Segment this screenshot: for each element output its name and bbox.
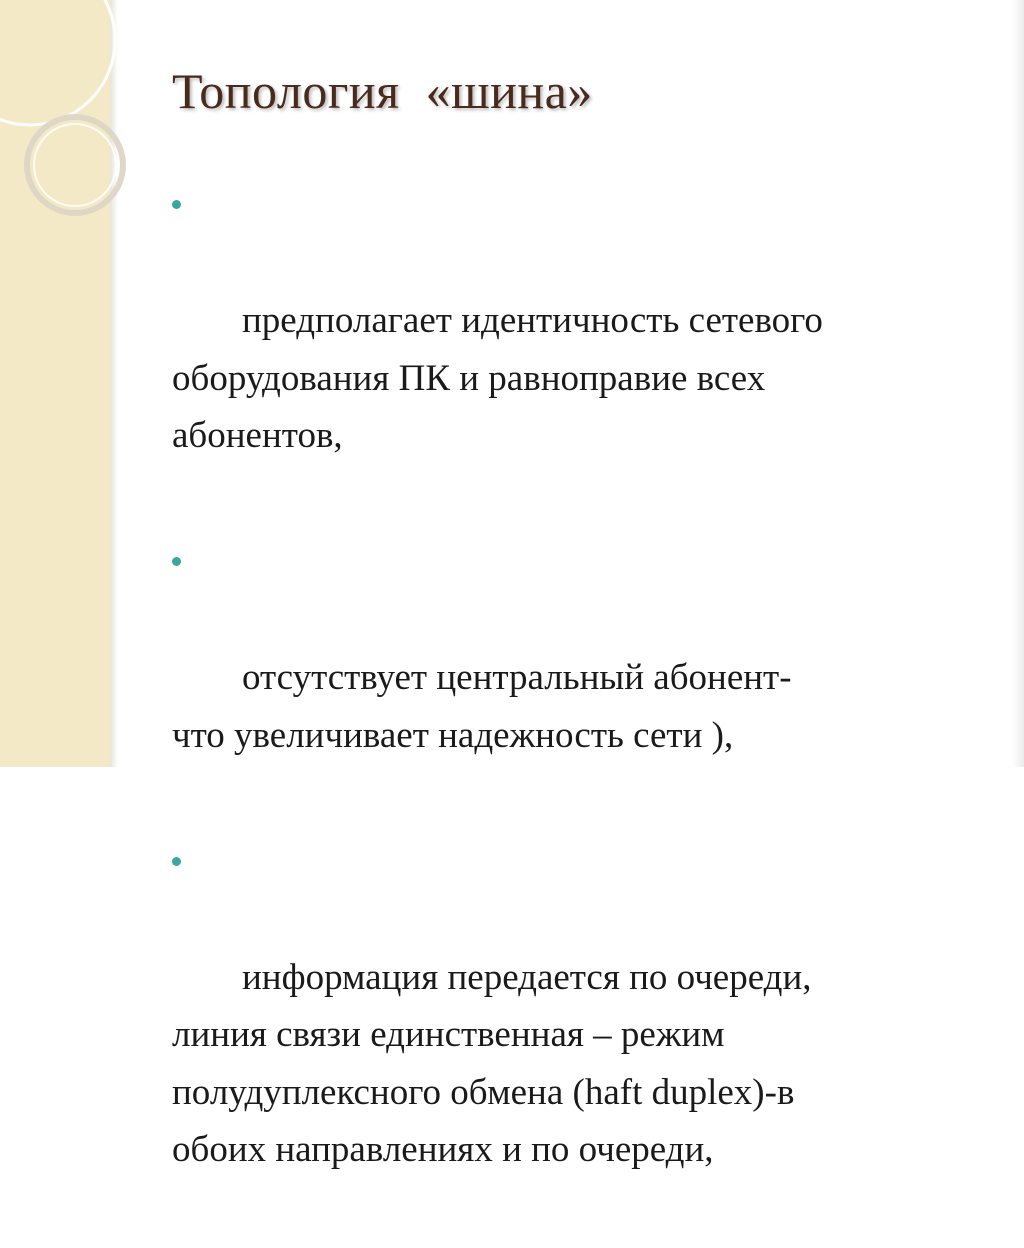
decorative-ring-large <box>0 0 115 125</box>
slide-title: Топология «шина» <box>172 63 593 119</box>
bullet-text-2: отсутствует центральный абонент- что увеличивает надежность сети ), <box>172 657 792 756</box>
bullet-text-1: предполагает идентичность сетевого оборудования ПК и равноправие всех абонентов, <box>172 300 823 456</box>
teal-dot-icon <box>172 200 181 209</box>
decorative-rings <box>0 0 140 260</box>
decorative-ring-inner <box>34 124 116 206</box>
bullet-list <box>172 177 972 1248</box>
bullet-text-3: информация передается по очереди, линия связи единственная – режим полудуплексного обмена (haft duplex)-в обоих направлениях и по очереди, <box>172 956 812 1170</box>
bullet-item-3 <box>172 834 972 1237</box>
right-edge-shadow <box>1012 0 1024 767</box>
bullet-item-1 <box>172 177 972 522</box>
teal-dot-icon <box>172 557 181 566</box>
teal-dot-icon <box>172 857 181 866</box>
decorative-ring-small <box>27 117 123 213</box>
bullet-item-2 <box>172 534 972 822</box>
